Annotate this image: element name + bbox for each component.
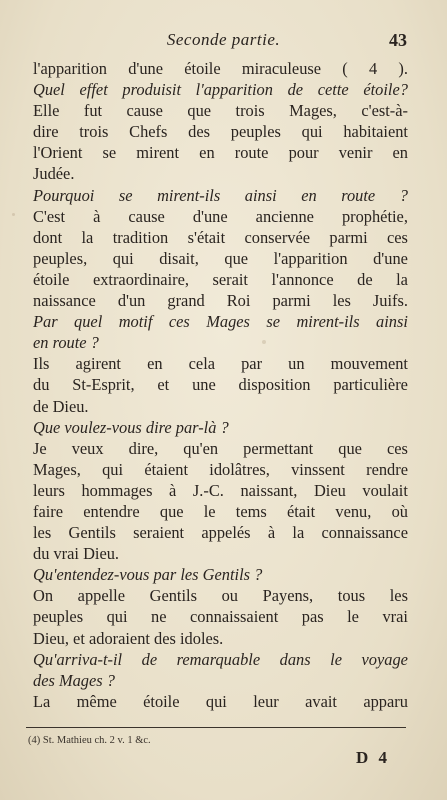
- text-line: dont la tradition s'était conservée parmi ces: [33, 227, 408, 247]
- text-line: du St-Esprit, et une disposition particulière: [33, 375, 408, 395]
- question-line: des Mages ?: [33, 670, 115, 690]
- text-line: étoile extraordinaire, serait l'annonce de la: [33, 269, 408, 289]
- text-line: C'est à cause d'une ancienne prophétie,: [33, 206, 408, 226]
- text-line: On appelle Gentils ou Payens, tous les: [33, 586, 408, 606]
- page-number: 43: [389, 30, 407, 50]
- text-line: du vrai Dieu.: [33, 544, 120, 564]
- text-line: Dieu, et adoraient des idoles.: [33, 628, 224, 648]
- question-line: Que voulez-vous dire par-là ?: [33, 417, 229, 437]
- text-line: Ils agirent en cela par un mouvement: [33, 354, 408, 374]
- text-line: Je veux dire, qu'en permettant que ces: [33, 438, 408, 458]
- signature-mark: D 4: [355, 748, 390, 767]
- paper-spot: [12, 213, 15, 216]
- text-line: La même étoile qui leur avait apparu: [33, 691, 408, 711]
- question-line: Par quel motif ces Mages se mirent-ils ainsi: [33, 312, 408, 332]
- running-title: Seconde partie.: [166, 30, 281, 49]
- text-line: l'Orient se mirent en route pour venir en: [33, 143, 408, 163]
- text-line: leurs hommages à J.-C. naissant, Dieu voulait: [33, 480, 408, 500]
- text-line: naissance d'un grand Roi parmi les Juifs.: [33, 291, 408, 311]
- question-line: en route ?: [33, 333, 99, 353]
- question-line: Pourquoi se mirent-ils ainsi en route ?: [33, 185, 408, 205]
- text-line: les Gentils seraient appelés à la connaissance: [33, 523, 408, 543]
- text-line: l'apparition d'une étoile miraculeuse ( 4 ).: [33, 59, 408, 78]
- question-line: Qu'arriva-t-il de remarquable dans le voyage: [33, 649, 408, 669]
- text-line: Judée.: [33, 164, 75, 184]
- text-line: faire entendre que le tems était venu, où: [33, 501, 408, 521]
- running-head: [0, 30, 447, 54]
- question-line: Qu'entendez-vous par les Gentils ?: [33, 565, 263, 585]
- question-line: Quel effet produisit l'apparition de cette étoile?: [33, 80, 408, 100]
- text-line: peuples qui ne connaissaient pas le vrai: [33, 607, 408, 627]
- text-line: de Dieu.: [33, 396, 89, 416]
- paper-spot: [262, 340, 266, 344]
- text-line: Elle fut cause que trois Mages, c'est-à-: [33, 101, 408, 121]
- footnote-rule: [26, 727, 406, 728]
- text-line: dire trois Chefs des peuples qui habitaient: [33, 122, 408, 142]
- body-text: [33, 58, 408, 712]
- text-line: peuples, qui disait, que l'apparition d'une: [33, 248, 408, 268]
- footnote: (4) St. Mathieu ch. 2 v. 1 &c.: [28, 735, 151, 746]
- text-line: Mages, qui étaient idolâtres, vinssent rendre: [33, 459, 408, 479]
